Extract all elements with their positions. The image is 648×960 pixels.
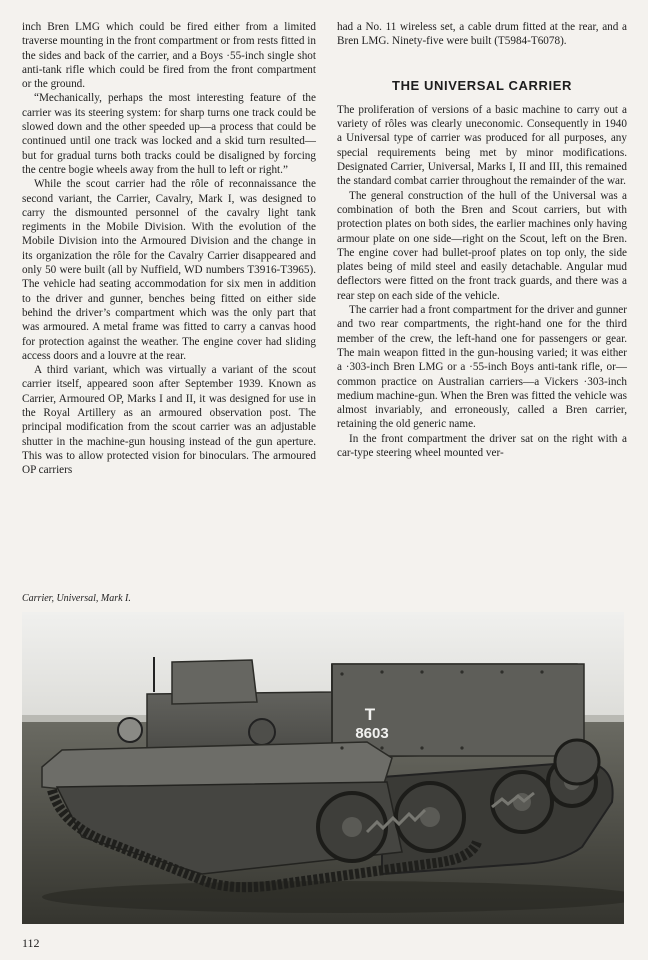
paragraph: While the scout carrier had the rôle of reconnaissance the second variant, the Carrier, Cavalry, Mark I, was designed to carry the dismounted personnel of the cavalry light tank regiments in the Mobile Division. With the evolution of the Mobile Division into the Armoured Division and the change in its organization the rôle for the Cavalry Carrier disappeared and only 50 were built (all by Nuffield, WD numbers T3916-T3965). The vehicle had seating accommodation for six men in addition to the driver and gunner, benches being fitted on either side behind the driver’s compartment which was the only part that was armoured. A metal frame was fitted to carry a canvas hood for protection against the weather. The engine cover had sliding access doors and a louvre at the rear.: [22, 178, 316, 362]
figure-caption: Carrier, Universal, Mark I.: [22, 593, 131, 604]
paragraph: The proliferation of versions of a basic machine to carry out a variety of rôles was clearly uneconomic. Consequently in 1940 a Universal type of carrier was produced for all purposes, any special requirements being met by minor modifications. Designated Carrier, Universal, Marks I, II and III, this remained the standard combat carrier throughout the remainder of the war.: [337, 103, 627, 188]
paragraph: inch Bren LMG which could be fired either from a limited traverse mounting in the front compartment or from rests fitted in the sides and back of the carrier, and a Boys ·55-inch single shot anti-tank rifle which could be fired from the front compartment or the ground.: [22, 21, 316, 91]
vehicle-marking-number: 8603: [355, 725, 389, 742]
paragraph: had a No. 11 wireless set, a cable drum fitted at the rear, and a Bren LMG. Ninety-five were built (T5984-T6078).: [337, 21, 627, 48]
paragraph: The general construction of the hull of the Universal was a combination of both the Bren and Scout carriers, but with protection plates on both sides, the earlier machines only having armour plate on one side—right on the Scout, left on the Bren. The engine cover had bullet-proof plates on top only, the side plates being of mild steel and easily detachable. Angular mud deflectors were fitted on the front track guards, and there was a rear step on each side of the vehicle.: [337, 189, 627, 302]
gun-housing: [172, 660, 257, 704]
section-heading: THE UNIVERSAL CARRIER: [392, 77, 572, 93]
vehicle-marking-letter: T: [364, 705, 376, 724]
page-number: 112: [22, 936, 40, 950]
carrier-photograph: [22, 612, 624, 924]
shadow: [42, 881, 624, 913]
paragraph: The carrier had a front compartment for the driver and gunner and two rear compartments, the right-hand one for the third member of the crew, the left-hand one for passengers or gear. The main weapon fitted in the gun-housing varied; it was either a ·303-inch Bren LMG or a ·55-inch Boys anti-tank rifle, or—common practice on Australian carriers—a Vickers ·303-inch medium machine-gun. When the Bren was fitted the vehicle was almost invariably, and erroneously, called a Bren carrier, retaining the old generic name.: [337, 304, 627, 431]
paragraph: In the front compartment the driver sat on the right with a car-type steering wheel mounted ver-: [337, 432, 627, 460]
left-column: [22, 20, 316, 478]
bren-mount: [249, 719, 275, 745]
carrier-illustration: [22, 612, 624, 924]
headlamp: [118, 718, 142, 742]
right-column: [337, 20, 627, 460]
paragraph: A third variant, which was virtually a variant of the scout carrier itself, appeared soon after September 1939. Known as Carrier, Armoured OP, Marks I and II, it was designed for use in the Royal Artillery as an armoured observation post. The principal modification from the scout carrier was an adjustable shutter in the machine-gun housing instead of the gun aperture. This was to allow protected vision for binoculars. The armoured OP carriers: [22, 364, 316, 477]
paragraph: “Mechanically, perhaps the most interesting feature of the carrier was its steering system: for sharp turns one track could be slowed down and the other speeded up—a process that could be continued until one track was locked and a skid turn resulted—but for gradual turns both tracks could be disaligned by forcing the centre bogie wheels away from the hull to left or right.”: [22, 92, 316, 176]
